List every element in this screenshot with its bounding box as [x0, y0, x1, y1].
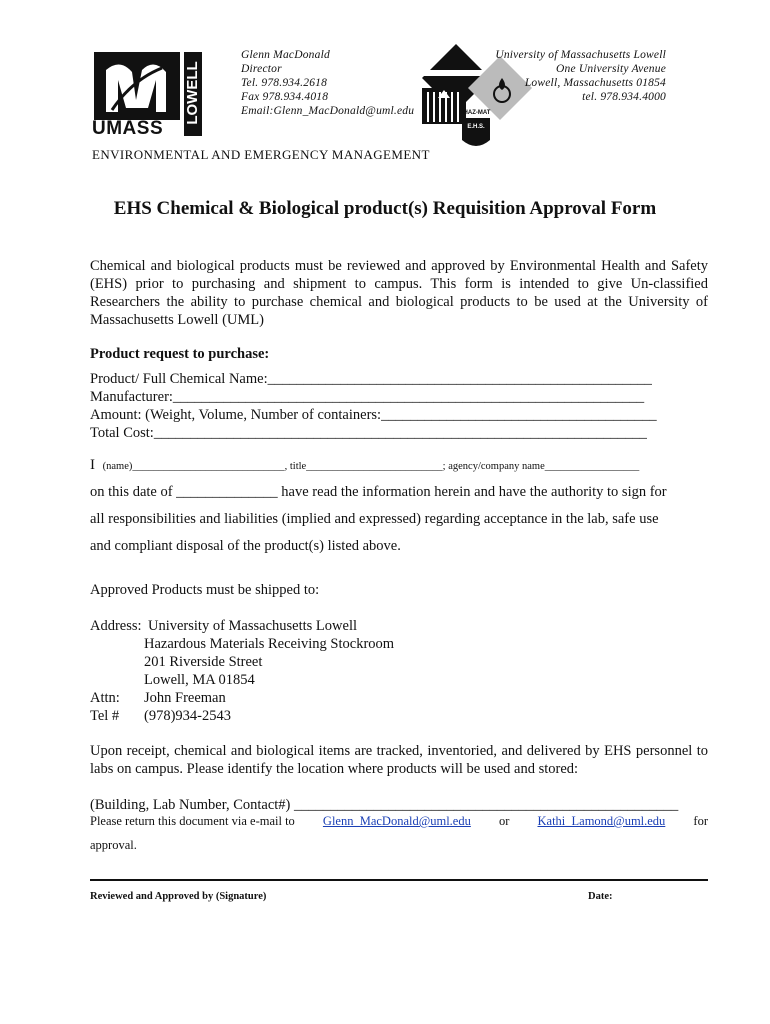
receipt-paragraph: Upon receipt, chemical and biological items are tracked, inventoried, and delivered by EHS personnel to labs on campus. Please identify the location where products will be used and stored:: [90, 743, 708, 777]
address-line: 201 Riverside Street: [144, 654, 263, 670]
location-field[interactable]: (Building, Lab Number, Contact#) _____________________________________________________: [90, 797, 679, 813]
attn-label: Attn:: [90, 690, 120, 706]
return-instructions: [90, 813, 708, 829]
director-fax: Fax 978.934.4018: [241, 91, 329, 103]
department-name: ENVIRONMENTAL AND EMERGENCY MANAGEMENT: [92, 147, 430, 162]
university-name: University of Massachusetts Lowell: [495, 49, 666, 61]
attest-name-row: [90, 456, 639, 476]
total-cost-field[interactable]: Total Cost:____________________________________________________________________: [90, 425, 647, 441]
return-line-2: approval.: [90, 838, 137, 852]
shipping-heading: Approved Products must be shipped to:: [90, 582, 320, 598]
attn-value: John Freeman: [144, 690, 226, 706]
attest-name-fields[interactable]: (name)_____________________________, title__________________________; agency/company name__________________: [102, 461, 640, 472]
hazmat-label: HAZ-MAT: [463, 110, 491, 116]
university-tel: tel. 978.934.4000: [582, 91, 666, 103]
university-city: Lowell, Massachusetts 01854: [524, 77, 666, 89]
director-tel: Tel. 978.934.2618: [241, 77, 328, 89]
form-title: EHS Chemical & Biological product(s) Requisition Approval Form: [113, 198, 657, 219]
address-line: Hazardous Materials Receiving Stockroom: [144, 636, 395, 652]
address-line: Lowell, MA 01854: [144, 672, 255, 688]
product-heading: Product request to purchase:: [90, 346, 270, 362]
manufacturer-field[interactable]: Manufacturer:_________________________________________________________________: [90, 389, 645, 405]
date-label: Date:: [588, 891, 613, 902]
attest-line-1: on this date of ______________ have read the information herein and have the authority to sign for: [90, 484, 667, 500]
director-contact: [241, 48, 414, 118]
attest-line-3: and compliant disposal of the product(s) listed above.: [90, 538, 401, 554]
director-email: Email:Glenn_MacDonald@uml.edu: [241, 105, 415, 117]
signature-rule: [90, 879, 708, 881]
ehs-badge-label: E.H.S.: [467, 124, 485, 130]
email-link-glenn[interactable]: Glenn_MacDonald@uml.edu: [322, 814, 471, 828]
tel-label: Tel #: [90, 708, 120, 724]
director-name: Glenn MacDonald: [241, 49, 330, 61]
return-prefix: Please return this document via e-mail to: [90, 814, 295, 828]
intro-paragraph: Chemical and biological products must be reviewed and approved by Environmental Health and Safety (EHS) prior to purchasing and shipment to campus. This form is intended to give Un-classified Researchers the ability to purchase chemical and biological products to be used at the University of Massachusetts Lowell (UML): [90, 258, 708, 328]
signature-label: Reviewed and Approved by (Signature): [90, 891, 267, 902]
university-street: One University Avenue: [555, 63, 666, 75]
lowell-wordmark: LOWELL: [184, 61, 201, 125]
university-contact: [495, 48, 666, 104]
address-line: University of Massachusetts Lowell: [148, 618, 358, 634]
return-suffix: for: [693, 814, 708, 828]
attest-i: I: [90, 457, 95, 473]
umass-lowell-logo: [92, 50, 204, 140]
email-link-kathi[interactable]: Kathi_Lamond@uml.edu: [537, 814, 666, 828]
return-or: or: [498, 814, 510, 828]
address-label: Address:: [90, 618, 142, 634]
director-title: Director: [241, 63, 282, 75]
umass-wordmark: UMASS: [92, 118, 164, 139]
tel-value: (978)934-2543: [144, 708, 231, 724]
amount-field[interactable]: Amount: (Weight, Volume, Number of containers:______________________________________: [90, 407, 657, 423]
product-name-field[interactable]: Product/ Full Chemical Name:_____________________________________________________: [90, 371, 652, 387]
attest-line-2: all responsibilities and liabilities (implied and expressed) regarding acceptance in the lab, safe use: [90, 511, 659, 527]
